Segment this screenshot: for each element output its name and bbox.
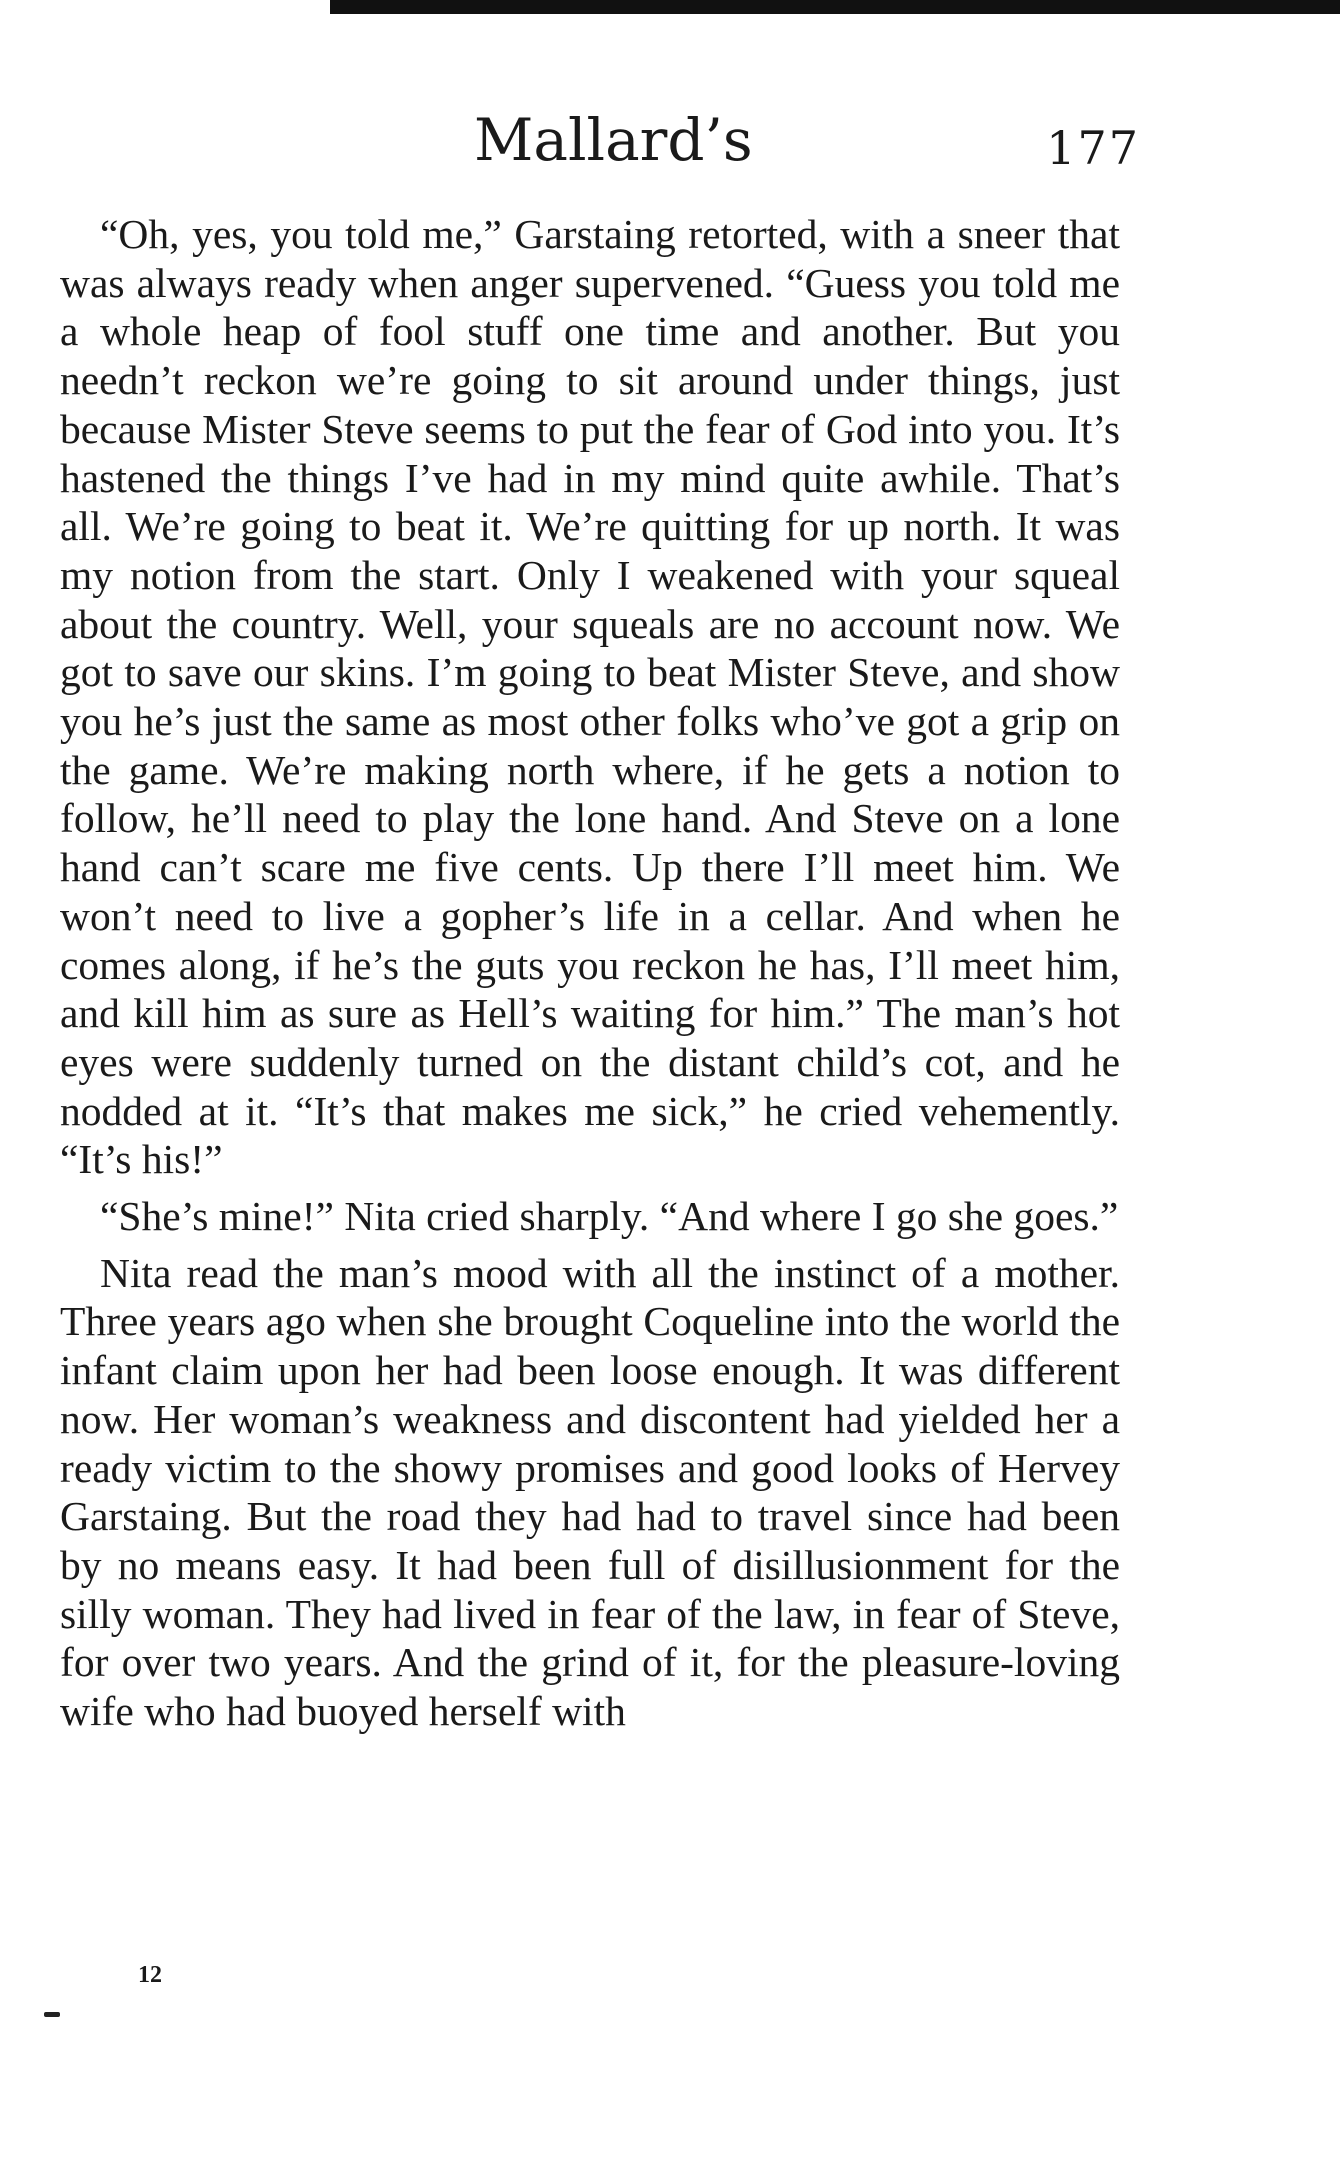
page-header [60, 100, 1140, 180]
paragraph-3: Nita read the man’s mood with all the instinct of a mother. Three years ago when she brought Coqueline into the world the infant claim upon her had been loose enough. It was different now. Her woman’s weakness and discontent had yielded her a ready victim to the showy promises and good looks of Hervey Garstaing. But the road they had had to travel since had been by no means easy. It had been full of disillusionment for the silly woman. They had lived in fear of the law, in fear of Steve, for over two years. And the grind of it, for the pleasure-loving wife who had buoyed herself with [60, 1249, 1120, 1735]
running-head: Mallard’s [474, 106, 753, 174]
body-text [60, 210, 1120, 1736]
page-number: 177 [1046, 121, 1140, 175]
paragraph-1: “Oh, yes, you told me,” Garstaing retorted, with a sneer that was always ready when anger supervened. “Guess you told me a whole heap of fool stuff one time and another. But you needn’t reckon we’re going to sit around under things, just because Mister Steve seems to put the fear of God into you. It’s hastened the things I’ve had in my mind quite awhile. That’s all. We’re going to beat it. We’re quitting for up north. It was my notion from the start. Only I weakened with your squeal about the country. Well, your squeals are no account now. We got to save our skins. I’m going to beat Mister Steve, and show you he’s just the same as most other folks who’ve got a grip on the game. We’re making north where, if he gets a notion to follow, he’ll need to play the lone hand. And Steve on a lone hand can’t scare me five cents. Up there I’ll meet him. We won’t need to live a gopher’s life in a cellar. And when he comes along, if he’s the guts you reckon he has, I’ll meet him, and kill him as sure as Hell’s waiting for him.” The man’s hot eyes were suddenly turned on the distant child’s cot, and he nodded at it. “It’s that makes me sick,” he cried vehemently. “It’s his!” [60, 211, 1120, 1183]
top-edge-rule [330, 0, 1340, 14]
ink-mark [44, 2012, 60, 2017]
signature-mark: 12 [138, 1962, 162, 1988]
paragraph-2: “She’s mine!” Nita cried sharply. “And where I go she goes.” [100, 1193, 1119, 1240]
